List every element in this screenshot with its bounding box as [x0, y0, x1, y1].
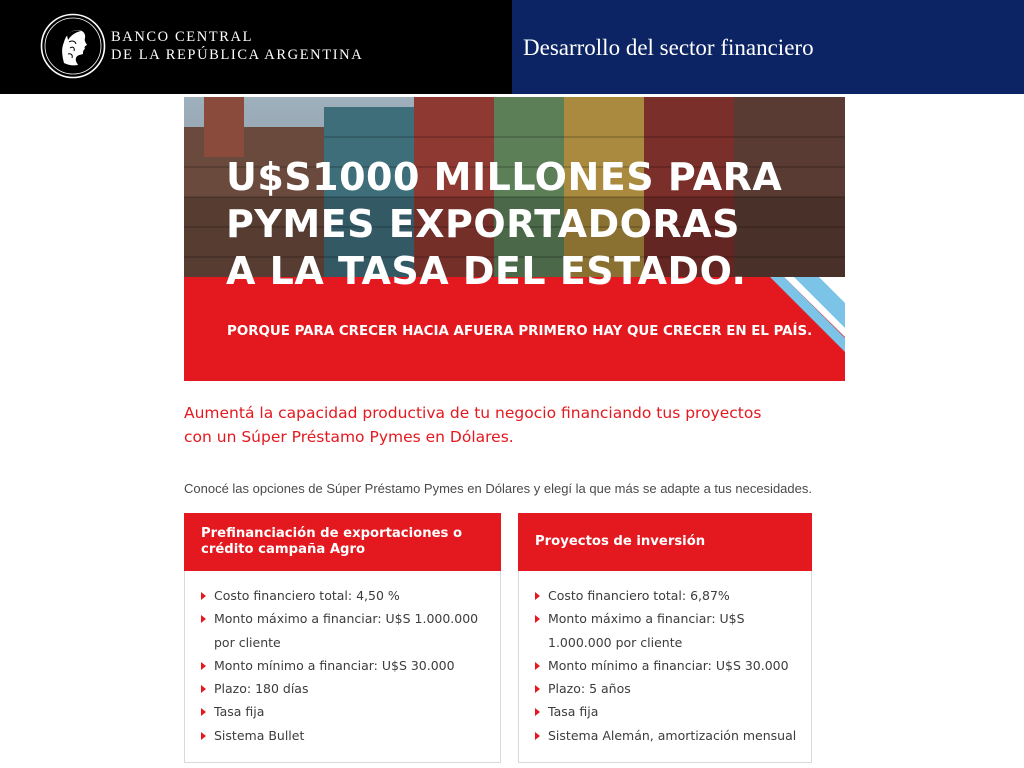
list-item-text: Sistema Alemán, amortización mensual — [548, 727, 797, 743]
banner-headline-line3: A LA TASA DEL ESTADO. — [226, 249, 747, 293]
slide-header — [0, 0, 1024, 94]
loan-card-investment — [518, 513, 812, 763]
list-item — [199, 724, 490, 747]
list-item-text: Monto mínimo a financiar: U$S 30.000 — [548, 657, 789, 673]
bullet-arrow-icon — [535, 662, 540, 670]
bullet-arrow-icon — [535, 685, 540, 693]
slide-title: Desarrollo del sector financiero — [523, 35, 814, 60]
bullet-arrow-icon — [535, 615, 540, 623]
intro-line2: con un Súper Préstamo Pymes en Dólares. — [184, 428, 514, 446]
card-title — [201, 526, 481, 558]
bank-name — [111, 28, 363, 64]
banner-headline-line2: PYMES EXPORTADORAS — [226, 202, 740, 246]
list-item-text: Costo financiero total: 6,87% — [548, 588, 730, 603]
intro-line1: Aumentá la capacidad productiva de tu negocio financiando tus proyectos — [184, 404, 762, 422]
list-item-text: Sistema Bullet — [214, 727, 305, 743]
list-item — [533, 700, 801, 723]
bullet-arrow-icon — [201, 615, 206, 623]
card-title: Proyectos de inversión — [535, 534, 706, 549]
list-item — [199, 654, 490, 677]
card-feature-list — [533, 584, 801, 747]
list-item — [199, 700, 490, 723]
bank-name-line2: DE LA REPÚBLICA ARGENTINA — [111, 47, 364, 63]
bullet-arrow-icon — [535, 732, 540, 740]
card-title-line1: Prefinanciación de exportaciones o — [201, 526, 463, 541]
bullet-arrow-icon — [201, 732, 206, 740]
bank-name-line1: BANCO CENTRAL — [111, 29, 254, 45]
bullet-arrow-icon — [201, 592, 206, 600]
list-item — [533, 677, 801, 700]
lead-text: Conocé las opciones de Súper Préstamo Pymes en Dólares y elegí la que más se adapte a tus necesidades. — [184, 481, 812, 496]
list-item — [533, 607, 801, 654]
list-item-text: Tasa fija — [214, 704, 265, 720]
bullet-arrow-icon — [535, 708, 540, 716]
card-title-line2: crédito campaña Agro — [201, 542, 366, 557]
list-item-text: Monto mínimo a financiar: U$S 30.000 — [214, 657, 455, 673]
list-item — [533, 584, 801, 607]
list-item — [533, 724, 801, 747]
bullet-arrow-icon — [201, 708, 206, 716]
list-item — [199, 677, 490, 700]
list-item-text: Monto máximo a financiar: U$S 1.000.000 por cliente — [548, 611, 745, 650]
header-logo-panel — [0, 0, 512, 94]
promo-banner — [184, 97, 845, 381]
list-item-text: Tasa fija — [548, 704, 599, 720]
list-item-text: Plazo: 5 años — [548, 681, 631, 697]
banner-subline: PORQUE PARA CRECER HACIA AFUERA PRIMERO HAY QUE CRECER EN EL PAÍS. — [227, 324, 813, 339]
card-header — [518, 513, 812, 571]
card-feature-list — [199, 584, 490, 747]
bullet-arrow-icon — [201, 662, 206, 670]
list-item — [199, 607, 490, 654]
banner-headline-line1: U$S1000 MILLONES PARA — [226, 155, 783, 199]
list-item-text: Plazo: 180 días — [214, 681, 309, 697]
bullet-arrow-icon — [201, 685, 206, 693]
card-header — [184, 513, 501, 571]
list-item — [533, 654, 801, 677]
intro-text — [184, 401, 824, 449]
bank-seal-icon — [40, 13, 106, 79]
bullet-arrow-icon — [535, 592, 540, 600]
banner-headline — [226, 154, 782, 295]
loan-card-prefinancing — [184, 513, 501, 763]
list-item — [199, 584, 490, 607]
list-item-text: Costo financiero total: 4,50 % — [214, 588, 400, 603]
list-item-text: Monto máximo a financiar: U$S 1.000.000 por cliente — [214, 611, 479, 650]
